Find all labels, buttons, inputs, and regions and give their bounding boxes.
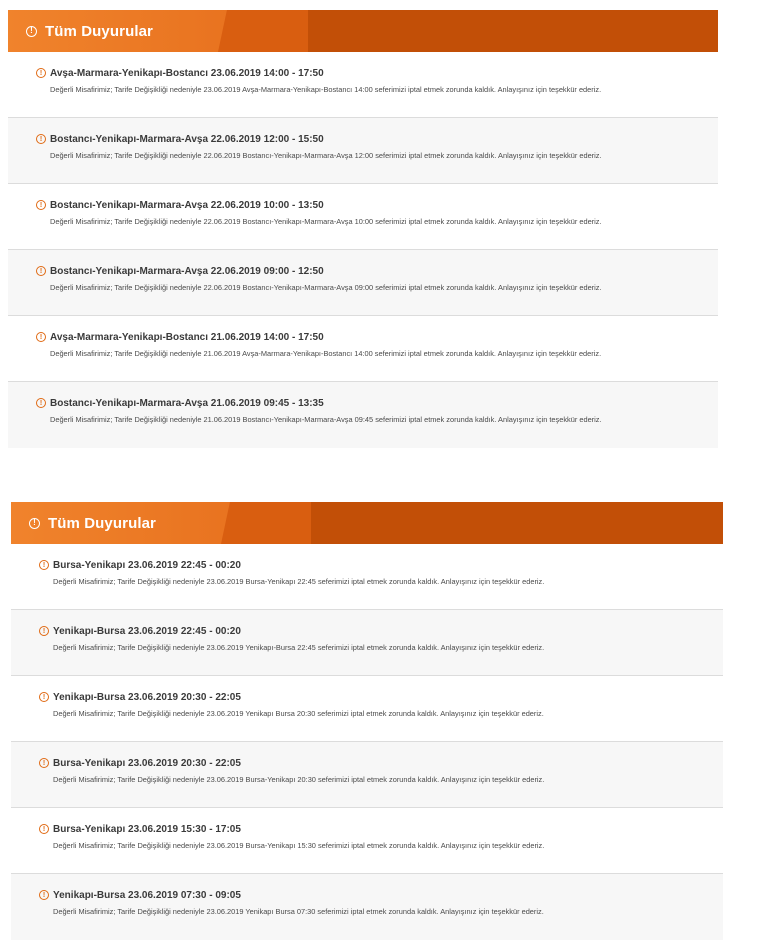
- panel-title: Tüm Duyurular: [45, 22, 153, 40]
- announcement-text: Değerli Misafirimiz; Tarife Değişikliği nedeniyle 22.06.2019 Bostancı-Yenikapı-Marmara-Avşa 10:00 seferimizi iptal etmek zorunda kaldık. Anlayışınız için teşekkür ederiz.: [50, 217, 602, 226]
- announcement-list: [8, 52, 718, 448]
- announcement-title[interactable]: Bursa-Yenikapı 23.06.2019 22:45 - 00:20: [53, 559, 241, 571]
- alert-icon: !: [36, 398, 46, 408]
- announcement-item[interactable]: [8, 184, 718, 250]
- announcement-text: Değerli Misafirimiz; Tarife Değişikliği nedeniyle 23.06.2019 Bursa-Yenikapı 15:30 seferimizi iptal etmek zorunda kaldık. Anlayışınız için teşekkür ederiz.: [53, 841, 545, 850]
- announcement-title[interactable]: Avşa-Marmara-Yenikapı-Bostancı 23.06.2019 14:00 - 17:50: [50, 67, 324, 79]
- announcement-item[interactable]: [11, 676, 723, 742]
- announcement-item[interactable]: [11, 874, 723, 940]
- announcement-title[interactable]: Yenikapı-Bursa 23.06.2019 22:45 - 00:20: [53, 625, 241, 637]
- alert-icon: !: [39, 560, 49, 570]
- announcement-title[interactable]: Bostancı-Yenikapı-Marmara-Avşa 22.06.2019 10:00 - 13:50: [50, 199, 324, 211]
- announcement-title[interactable]: Bursa-Yenikapı 23.06.2019 15:30 - 17:05: [53, 823, 241, 835]
- announcement-text: Değerli Misafirimiz; Tarife Değişikliği nedeniyle 23.06.2019 Avşa-Marmara-Yenikapı-Bostancı 14:00 seferimizi iptal etmek zorunda kaldık. Anlayışınız için teşekkür ederiz.: [50, 85, 602, 94]
- announcement-title[interactable]: Bostancı-Yenikapı-Marmara-Avşa 22.06.2019 12:00 - 15:50: [50, 133, 324, 145]
- panel-header: [11, 502, 723, 544]
- alert-icon: !: [36, 134, 46, 144]
- announcement-item[interactable]: [11, 808, 723, 874]
- alert-icon: !: [36, 68, 46, 78]
- announcement-list: [11, 544, 723, 940]
- announcement-text: Değerli Misafirimiz; Tarife Değişikliği nedeniyle 23.06.2019 Bursa-Yenikapı 22:45 seferimizi iptal etmek zorunda kaldık. Anlayışınız için teşekkür ederiz.: [53, 577, 545, 586]
- alert-icon: !: [39, 692, 49, 702]
- announcement-text: Değerli Misafirimiz; Tarife Değişikliği nedeniyle 22.06.2019 Bostancı-Yenikapı-Marmara-Avşa 09:00 seferimizi iptal etmek zorunda kaldık. Anlayışınız için teşekkür ederiz.: [50, 283, 602, 292]
- announcement-item[interactable]: [11, 544, 723, 610]
- announcement-item[interactable]: [8, 316, 718, 382]
- alert-icon: !: [39, 626, 49, 636]
- announcement-item[interactable]: [8, 118, 718, 184]
- alert-icon: !: [36, 200, 46, 210]
- alert-icon: !: [39, 824, 49, 834]
- announcement-title[interactable]: Avşa-Marmara-Yenikapı-Bostancı 21.06.2019 14:00 - 17:50: [50, 331, 324, 343]
- alert-icon: !: [36, 266, 46, 276]
- announcement-text: Değerli Misafirimiz; Tarife Değişikliği nedeniyle 23.06.2019 Bursa-Yenikapı 20:30 seferimizi iptal etmek zorunda kaldık. Anlayışınız için teşekkür ederiz.: [53, 775, 545, 784]
- panel-header: [8, 10, 718, 52]
- announcement-text: Değerli Misafirimiz; Tarife Değişikliği nedeniyle 23.06.2019 Yenikapı-Bursa 22:45 seferimizi iptal etmek zorunda kaldık. Anlayışınız için teşekkür ederiz.: [53, 643, 545, 652]
- announcements-panel-1: [8, 10, 718, 448]
- announcement-title[interactable]: Yenikapı-Bursa 23.06.2019 07:30 - 09:05: [53, 889, 241, 901]
- announcement-title[interactable]: Bostancı-Yenikapı-Marmara-Avşa 21.06.2019 09:45 - 13:35: [50, 397, 324, 409]
- panel-title: Tüm Duyurular: [48, 514, 156, 532]
- info-icon: !: [29, 518, 40, 529]
- announcement-item[interactable]: [11, 742, 723, 808]
- announcement-item[interactable]: [8, 250, 718, 316]
- announcement-text: Değerli Misafirimiz; Tarife Değişikliği nedeniyle 22.06.2019 Bostancı-Yenikapı-Marmara-Avşa 12:00 seferimizi iptal etmek zorunda kaldık. Anlayışınız için teşekkür ederiz.: [50, 151, 602, 160]
- alert-icon: !: [39, 758, 49, 768]
- announcement-item[interactable]: [8, 382, 718, 448]
- announcement-item[interactable]: [8, 52, 718, 118]
- info-icon: !: [26, 26, 37, 37]
- announcement-text: Değerli Misafirimiz; Tarife Değişikliği nedeniyle 21.06.2019 Avşa-Marmara-Yenikapı-Bostancı 14:00 seferimizi iptal etmek zorunda kaldık. Anlayışınız için teşekkür ederiz.: [50, 349, 602, 358]
- alert-icon: !: [39, 890, 49, 900]
- announcement-text: Değerli Misafirimiz; Tarife Değişikliği nedeniyle 21.06.2019 Bostancı-Yenikapı-Marmara-Avşa 09:45 seferimizi iptal etmek zorunda kaldık. Anlayışınız için teşekkür ederiz.: [50, 415, 602, 424]
- alert-icon: !: [36, 332, 46, 342]
- announcement-title[interactable]: Bursa-Yenikapı 23.06.2019 20:30 - 22:05: [53, 757, 241, 769]
- announcement-item[interactable]: [11, 610, 723, 676]
- announcement-text: Değerli Misafirimiz; Tarife Değişikliği nedeniyle 23.06.2019 Yenikapı Bursa 20:30 seferimizi iptal etmek zorunda kaldık. Anlayışınız için teşekkür ederiz.: [53, 709, 544, 718]
- announcement-title[interactable]: Yenikapı-Bursa 23.06.2019 20:30 - 22:05: [53, 691, 241, 703]
- announcement-title[interactable]: Bostancı-Yenikapı-Marmara-Avşa 22.06.2019 09:00 - 12:50: [50, 265, 324, 277]
- announcements-panel-2: [11, 502, 723, 940]
- announcement-text: Değerli Misafirimiz; Tarife Değişikliği nedeniyle 23.06.2019 Yenikapı Bursa 07:30 seferimizi iptal etmek zorunda kaldık. Anlayışınız için teşekkür ederiz.: [53, 907, 544, 916]
